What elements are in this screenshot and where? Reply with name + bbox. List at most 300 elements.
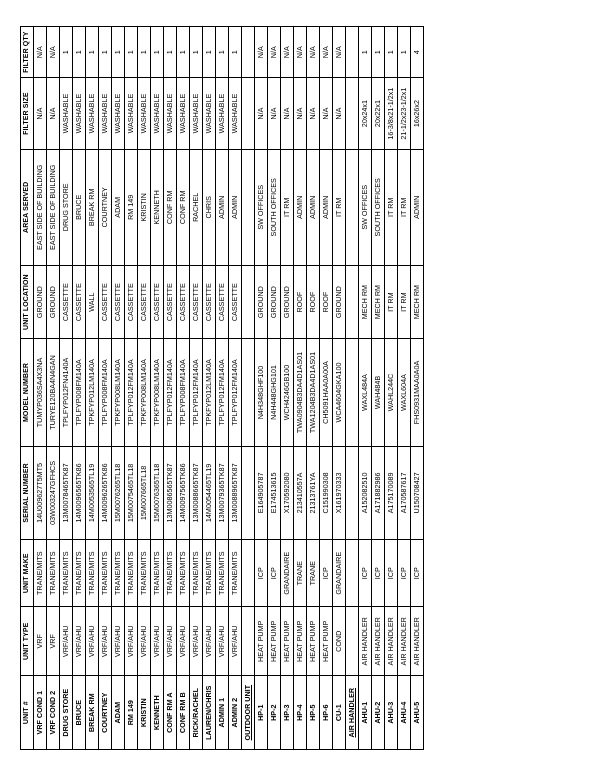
table-cell: N/A <box>268 27 281 78</box>
table-cell: CONF RM <box>164 149 177 265</box>
table-cell: ADMIN <box>307 149 320 265</box>
table-row <box>151 27 164 750</box>
table-cell: GRANDAIRE <box>281 540 294 607</box>
table-cell: CASSETTE <box>60 265 73 339</box>
table-cell: TPLFYP008FM140A <box>73 339 86 446</box>
table-cell: WCA4604GKA100 <box>333 339 346 446</box>
blank-cell <box>346 446 359 540</box>
table-row <box>268 27 281 750</box>
blank-cell <box>242 149 255 265</box>
table-cell: IT RM <box>385 265 398 339</box>
table-cell: VRF <box>34 607 47 676</box>
table-row <box>255 27 268 750</box>
table-row <box>73 27 86 750</box>
table-cell: TUMYP036SA4X3NA <box>34 339 47 446</box>
table-cell: CH5091HAA0A00A <box>320 339 333 446</box>
blank-cell <box>242 446 255 540</box>
table-cell: 15M0076365TL18 <box>151 446 164 540</box>
column-header-filter-qty: FILTER QTY <box>21 27 34 78</box>
table-cell: RICK/RACHEL <box>190 676 203 750</box>
table-cell: WASHABLE <box>203 78 216 149</box>
table-row <box>333 27 346 750</box>
column-header-unit-location: UNIT LOCATION <box>21 265 34 339</box>
table-cell: 14M0096565TK86 <box>73 446 86 540</box>
table-row <box>281 27 294 750</box>
table-cell: TPLFYP012FM140A <box>125 339 138 446</box>
table-row <box>34 27 47 750</box>
table-cell: AHU-4 <box>398 676 411 750</box>
table-cell: CASSETTE <box>229 265 242 339</box>
table-cell: 1 <box>164 27 177 78</box>
table-cell: WAXL484A <box>359 339 372 446</box>
table-cell: 1 <box>60 27 73 78</box>
table-cell: WASHABLE <box>151 78 164 149</box>
table-cell: WCH4246GB100 <box>281 339 294 446</box>
table-cell: HP-2 <box>268 676 281 750</box>
table-cell: ADMIN <box>320 149 333 265</box>
table-cell: ROOF <box>320 265 333 339</box>
table-cell: SW OFFICES <box>255 149 268 265</box>
table-cell: 14M0097565TK86 <box>177 446 190 540</box>
table-row <box>216 27 229 750</box>
table-cell: CASSETTE <box>177 265 190 339</box>
blank-cell <box>242 78 255 149</box>
table-cell: VRF/AHU <box>177 607 190 676</box>
table-cell: TRANE/MITS <box>203 540 216 607</box>
table-cell: CASSETTE <box>73 265 86 339</box>
table-cell: IT RM <box>398 149 411 265</box>
table-cell: WASHABLE <box>60 78 73 149</box>
table-cell: ICP <box>411 540 424 607</box>
table-cell: A175170089 <box>385 446 398 540</box>
table-cell: 20x22x1 <box>372 78 385 149</box>
table-cell: WASHABLE <box>190 78 203 149</box>
equipment-table <box>20 26 424 750</box>
table-cell: AHU-1 <box>359 676 372 750</box>
table-cell: E164905787 <box>255 446 268 540</box>
table-cell: TRANE <box>294 540 307 607</box>
table-cell: ROOF <box>307 265 320 339</box>
table-cell: DRUG STORE <box>60 149 73 265</box>
table-cell: VRF COND 1 <box>34 676 47 750</box>
table-cell: VRF/AHU <box>164 607 177 676</box>
table-cell: 13M0088665TK87 <box>190 446 203 540</box>
table-cell: TWA0904B3DA4D1AS01 <box>294 339 307 446</box>
table-cell: EAST SIDE OF BUILDING <box>47 149 60 265</box>
table-cell: TRANE/MITS <box>177 540 190 607</box>
table-cell: RM 149 <box>125 676 138 750</box>
table-cell: WAHL244C <box>385 339 398 446</box>
table-cell: N/A <box>34 78 47 149</box>
table-cell: N/A <box>320 27 333 78</box>
table-cell: TURYE120BA4N4GAN <box>47 339 60 446</box>
table-cell: N/A <box>307 27 320 78</box>
table-cell: VRF <box>47 607 60 676</box>
table-cell: 13M0088965TK87 <box>229 446 242 540</box>
table-cell: 20x24x1 <box>359 78 372 149</box>
table-cell: 14M0096265TK86 <box>99 446 112 540</box>
table-cell: 1 <box>177 27 190 78</box>
table-cell: WASHABLE <box>164 78 177 149</box>
table-cell: 14U009627T5MT5 <box>34 446 47 540</box>
table-cell: 14M0053565TL19 <box>86 446 99 540</box>
table-row <box>125 27 138 750</box>
column-header-area-served: AREA SERVED <box>21 149 34 265</box>
table-cell: TPLFYP012FM140A <box>216 339 229 446</box>
table-cell: 14M0054465TL19 <box>203 446 216 540</box>
table-cell: KRISTIN <box>138 149 151 265</box>
column-header-filter-size: FILTER SIZE <box>21 78 34 149</box>
table-cell: ADMIN <box>411 149 424 265</box>
table-cell: N/A <box>281 27 294 78</box>
table-cell: BRUCE <box>73 149 86 265</box>
table-cell: TPLFYP012FN4140A <box>60 339 73 446</box>
table-cell: TRANE/MITS <box>47 540 60 607</box>
table-cell: ICP <box>372 540 385 607</box>
table-row <box>203 27 216 750</box>
table-cell: N/A <box>333 78 346 149</box>
table-cell: TPKFYP012LM140A <box>86 339 99 446</box>
table-cell: RACHEL <box>190 149 203 265</box>
table-cell: 16-3/8x21-1/2x1 <box>385 78 398 149</box>
table-cell: COURTNEY <box>99 149 112 265</box>
table-cell: ICP <box>255 540 268 607</box>
table-cell: HP-1 <box>255 676 268 750</box>
table-cell: TPKFYP008LM140A <box>151 339 164 446</box>
table-cell: N/A <box>307 78 320 149</box>
table-cell: WASHABLE <box>112 78 125 149</box>
table-row <box>398 27 411 750</box>
table-cell: VRF/AHU <box>125 607 138 676</box>
table-cell: CASSETTE <box>216 265 229 339</box>
table-row <box>307 27 320 750</box>
table-cell: TRANE/MITS <box>164 540 177 607</box>
table-cell: N/A <box>320 78 333 149</box>
table-cell: CASSETTE <box>203 265 216 339</box>
table-cell: BRUCE <box>73 676 86 750</box>
table-row <box>86 27 99 750</box>
table-cell: VRF/AHU <box>138 607 151 676</box>
table-cell: ADMIN 2 <box>229 676 242 750</box>
table-cell: VRF/AHU <box>60 607 73 676</box>
table-cell: CASSETTE <box>99 265 112 339</box>
table-row <box>190 27 203 750</box>
table-cell: MECH RM <box>411 265 424 339</box>
table-row <box>320 27 333 750</box>
table-cell: BREAK RM <box>86 149 99 265</box>
table-row <box>60 27 73 750</box>
table-cell: HEAT PUMP <box>255 607 268 676</box>
table-cell: 1 <box>99 27 112 78</box>
table-cell: VRF/AHU <box>112 607 125 676</box>
column-header-unit-make: UNIT MAKE <box>21 540 34 607</box>
table-cell: ADMIN <box>294 149 307 265</box>
table-cell: CHRIS <box>203 149 216 265</box>
table-cell: 1 <box>372 27 385 78</box>
table-cell: TPKFYP012LM140A <box>203 339 216 446</box>
table-row <box>164 27 177 750</box>
table-cell: 03W003247GFHCS <box>47 446 60 540</box>
table-cell: TRANE/MITS <box>151 540 164 607</box>
table-cell: HEAT PUMP <box>294 607 307 676</box>
table-cell: AHU-2 <box>372 676 385 750</box>
table-cell: A170587617 <box>398 446 411 540</box>
table-cell: 13M0078465TK87 <box>60 446 73 540</box>
table-cell: VRF COND 2 <box>47 676 60 750</box>
table-cell: CASSETTE <box>151 265 164 339</box>
table-cell: MECH RM <box>372 265 385 339</box>
table-cell: HEAT PUMP <box>268 607 281 676</box>
table-cell: AIR HANDLER <box>411 607 424 676</box>
blank-cell <box>242 27 255 78</box>
table-cell: 1 <box>86 27 99 78</box>
blank-cell <box>346 149 359 265</box>
table-cell: WAXL604A <box>398 339 411 446</box>
table-cell: VRF/AHU <box>203 607 216 676</box>
table-cell: 1 <box>112 27 125 78</box>
table-cell: DRUG STORE <box>60 676 73 750</box>
table-cell: N/A <box>268 78 281 149</box>
table-cell: ADMIN <box>229 149 242 265</box>
blank-cell <box>346 607 359 676</box>
table-cell: HP-5 <box>307 676 320 750</box>
table-cell: N/A <box>47 78 60 149</box>
table-cell: SOUTH OFFICES <box>268 149 281 265</box>
table-cell: HEAT PUMP <box>320 607 333 676</box>
blank-cell <box>346 78 359 149</box>
table-cell: ROOF <box>294 265 307 339</box>
table-cell: VRF/AHU <box>229 607 242 676</box>
table-cell: 1 <box>216 27 229 78</box>
table-cell: HP-4 <box>294 676 307 750</box>
blank-cell <box>346 339 359 446</box>
table-cell: LAUREN/CHRIS <box>203 676 216 750</box>
table-row <box>294 27 307 750</box>
table-cell: CASSETTE <box>112 265 125 339</box>
table-cell: HEAT PUMP <box>281 607 294 676</box>
table-cell: HP-6 <box>320 676 333 750</box>
column-header-unit-type: UNIT TYPE <box>21 607 34 676</box>
table-cell: FHS0931MAA0A0A <box>411 339 424 446</box>
table-cell: CONF RM A <box>164 676 177 750</box>
table-cell: 213410557A <box>294 446 307 540</box>
table-cell: ICP <box>359 540 372 607</box>
table-cell: RM 149 <box>125 149 138 265</box>
table-cell: N/A <box>294 78 307 149</box>
table-row <box>385 27 398 750</box>
table-cell: KENNETH <box>151 676 164 750</box>
table-cell: TPLFYP012FM140A <box>190 339 203 446</box>
table-header-row <box>21 27 34 750</box>
table-cell: HP-3 <box>281 676 294 750</box>
table-cell: VRF/AHU <box>73 607 86 676</box>
table-cell: CU-1 <box>333 676 346 750</box>
table-cell: WASHABLE <box>229 78 242 149</box>
table-cell: ICP <box>320 540 333 607</box>
table-cell: WAH484B <box>372 339 385 446</box>
table-row <box>138 27 151 750</box>
table-cell: COND <box>333 607 346 676</box>
table-cell: 16x26x2 <box>411 78 424 149</box>
table-cell: TRANE/MITS <box>99 540 112 607</box>
table-cell: WASHABLE <box>73 78 86 149</box>
table-cell: ICP <box>398 540 411 607</box>
table-cell: ICP <box>268 540 281 607</box>
table-cell: GROUND <box>255 265 268 339</box>
table-cell: COURTNEY <box>99 676 112 750</box>
table-cell: 1 <box>385 27 398 78</box>
table-cell: N/A <box>255 27 268 78</box>
table-cell: ADAM <box>112 676 125 750</box>
blank-cell <box>346 540 359 607</box>
table-cell: MECH RM <box>359 265 372 339</box>
table-cell: CASSETTE <box>138 265 151 339</box>
table-cell: WASHABLE <box>138 78 151 149</box>
table-cell: 1 <box>151 27 164 78</box>
table-cell: TPLFYP012FM140A <box>229 339 242 446</box>
table-cell: ADAM <box>112 149 125 265</box>
table-body <box>34 27 424 750</box>
table-cell: AIR HANDLER <box>372 607 385 676</box>
table-cell: 1 <box>229 27 242 78</box>
table-cell: ICP <box>385 540 398 607</box>
table-cell: TRANE/MITS <box>229 540 242 607</box>
table-cell: GROUND <box>333 265 346 339</box>
table-cell: N/A <box>294 27 307 78</box>
table-cell: 1 <box>398 27 411 78</box>
blank-cell <box>346 265 359 339</box>
table-cell: GROUND <box>34 265 47 339</box>
table-row <box>411 27 424 750</box>
table-section-header-row <box>242 27 255 750</box>
table-row <box>177 27 190 750</box>
table-cell: EAST SIDE OF BUILDING <box>34 149 47 265</box>
table-row <box>372 27 385 750</box>
table-cell: VRF/AHU <box>190 607 203 676</box>
table-cell: C151990308 <box>320 446 333 540</box>
table-row <box>112 27 125 750</box>
table-cell: WASHABLE <box>99 78 112 149</box>
table-cell: TPLFYP012FM140A <box>164 339 177 446</box>
table-cell: N4H348GHF100 <box>255 339 268 446</box>
table-cell: SOUTH OFFICES <box>372 149 385 265</box>
table-cell: GROUND <box>268 265 281 339</box>
section-label: OUTDOOR UNIT <box>242 676 255 750</box>
table-cell: VRF/AHU <box>216 607 229 676</box>
table-cell: N/A <box>34 27 47 78</box>
table-cell: TRANE/MITS <box>60 540 73 607</box>
table-cell: 1 <box>125 27 138 78</box>
table-cell: TRANE <box>307 540 320 607</box>
table-cell: CASSETTE <box>125 265 138 339</box>
table-cell: TRANE/MITS <box>73 540 86 607</box>
table-cell: TWA1204B3DA4D1AS01 <box>307 339 320 446</box>
table-cell: X161970333 <box>333 446 346 540</box>
table-cell: GRANDAIRE <box>333 540 346 607</box>
table-cell: SW OFFICES <box>359 149 372 265</box>
table-cell: VRF/AHU <box>151 607 164 676</box>
table-cell: BREAK RM <box>86 676 99 750</box>
section-label: AIR HANDLER <box>346 676 359 750</box>
blank-cell <box>242 607 255 676</box>
table-cell: CONF RM <box>177 149 190 265</box>
blank-cell <box>346 27 359 78</box>
table-row <box>99 27 112 750</box>
table-cell: 1 <box>190 27 203 78</box>
table-cell: 1 <box>359 27 372 78</box>
table-cell: CONF RM B <box>177 676 190 750</box>
table-cell: WALL <box>86 265 99 339</box>
table-cell: 15M007665TL18 <box>138 446 151 540</box>
table-row <box>229 27 242 750</box>
table-cell: N/A <box>333 27 346 78</box>
table-cell: 1 <box>203 27 216 78</box>
table-cell: TRANE/MITS <box>86 540 99 607</box>
table-cell: TRANE/MITS <box>112 540 125 607</box>
table-cell: AHU-3 <box>385 676 398 750</box>
table-cell: KENNETH <box>151 149 164 265</box>
table-cell: ADMIN 1 <box>216 676 229 750</box>
table-cell: WASHABLE <box>177 78 190 149</box>
table-cell: 1 <box>73 27 86 78</box>
table-cell: IT RM <box>333 149 346 265</box>
table-row <box>359 27 372 750</box>
table-cell: IT RM <box>385 149 398 265</box>
table-cell: 13M0079365TK87 <box>216 446 229 540</box>
table-cell: AIR HANDLER <box>398 607 411 676</box>
table-cell: A171882986 <box>372 446 385 540</box>
column-header-unit-number: UNIT # <box>21 676 34 750</box>
table-cell: U150708427 <box>411 446 424 540</box>
table-cell: CASSETTE <box>164 265 177 339</box>
column-header-model-number: MODEL NUMBER <box>21 339 34 446</box>
table-cell: TPLFYP008FM140A <box>99 339 112 446</box>
table-cell: TRANE/MITS <box>216 540 229 607</box>
table-cell: WASHABLE <box>86 78 99 149</box>
table-cell: N4H448GHG101 <box>268 339 281 446</box>
table-header <box>21 27 34 750</box>
table-cell: N/A <box>255 78 268 149</box>
table-cell: IT RM <box>398 265 411 339</box>
table-cell: IT RM <box>281 149 294 265</box>
table-cell: TPKFYP008LM140A <box>112 339 125 446</box>
table-row <box>47 27 60 750</box>
table-cell: WASHABLE <box>216 78 229 149</box>
table-section-header-row <box>346 27 359 750</box>
table-cell: N/A <box>47 27 60 78</box>
column-header-serial-number: SERIAL NUMBER <box>21 446 34 540</box>
table-cell: VRF/AHU <box>86 607 99 676</box>
table-cell: WASHABLE <box>125 78 138 149</box>
table-cell: X170592080 <box>281 446 294 540</box>
table-cell: HEAT PUMP <box>307 607 320 676</box>
table-cell: TRANE/MITS <box>125 540 138 607</box>
table-cell: ADMIN <box>216 149 229 265</box>
table-cell: 13M0086565TK87 <box>164 446 177 540</box>
blank-cell <box>242 339 255 446</box>
table-cell: VRF/AHU <box>99 607 112 676</box>
table-cell: AIR HANDLER <box>385 607 398 676</box>
blank-cell <box>242 265 255 339</box>
table-cell: TRANE/MITS <box>34 540 47 607</box>
table-cell: 15M0075465TL18 <box>125 446 138 540</box>
rotated-table-container <box>20 18 580 758</box>
table-cell: KRISTIN <box>138 676 151 750</box>
blank-cell <box>242 540 255 607</box>
table-cell: TPKFYP008LM140A <box>138 339 151 446</box>
table-cell: 1 <box>138 27 151 78</box>
table-cell: TRANE/MITS <box>190 540 203 607</box>
